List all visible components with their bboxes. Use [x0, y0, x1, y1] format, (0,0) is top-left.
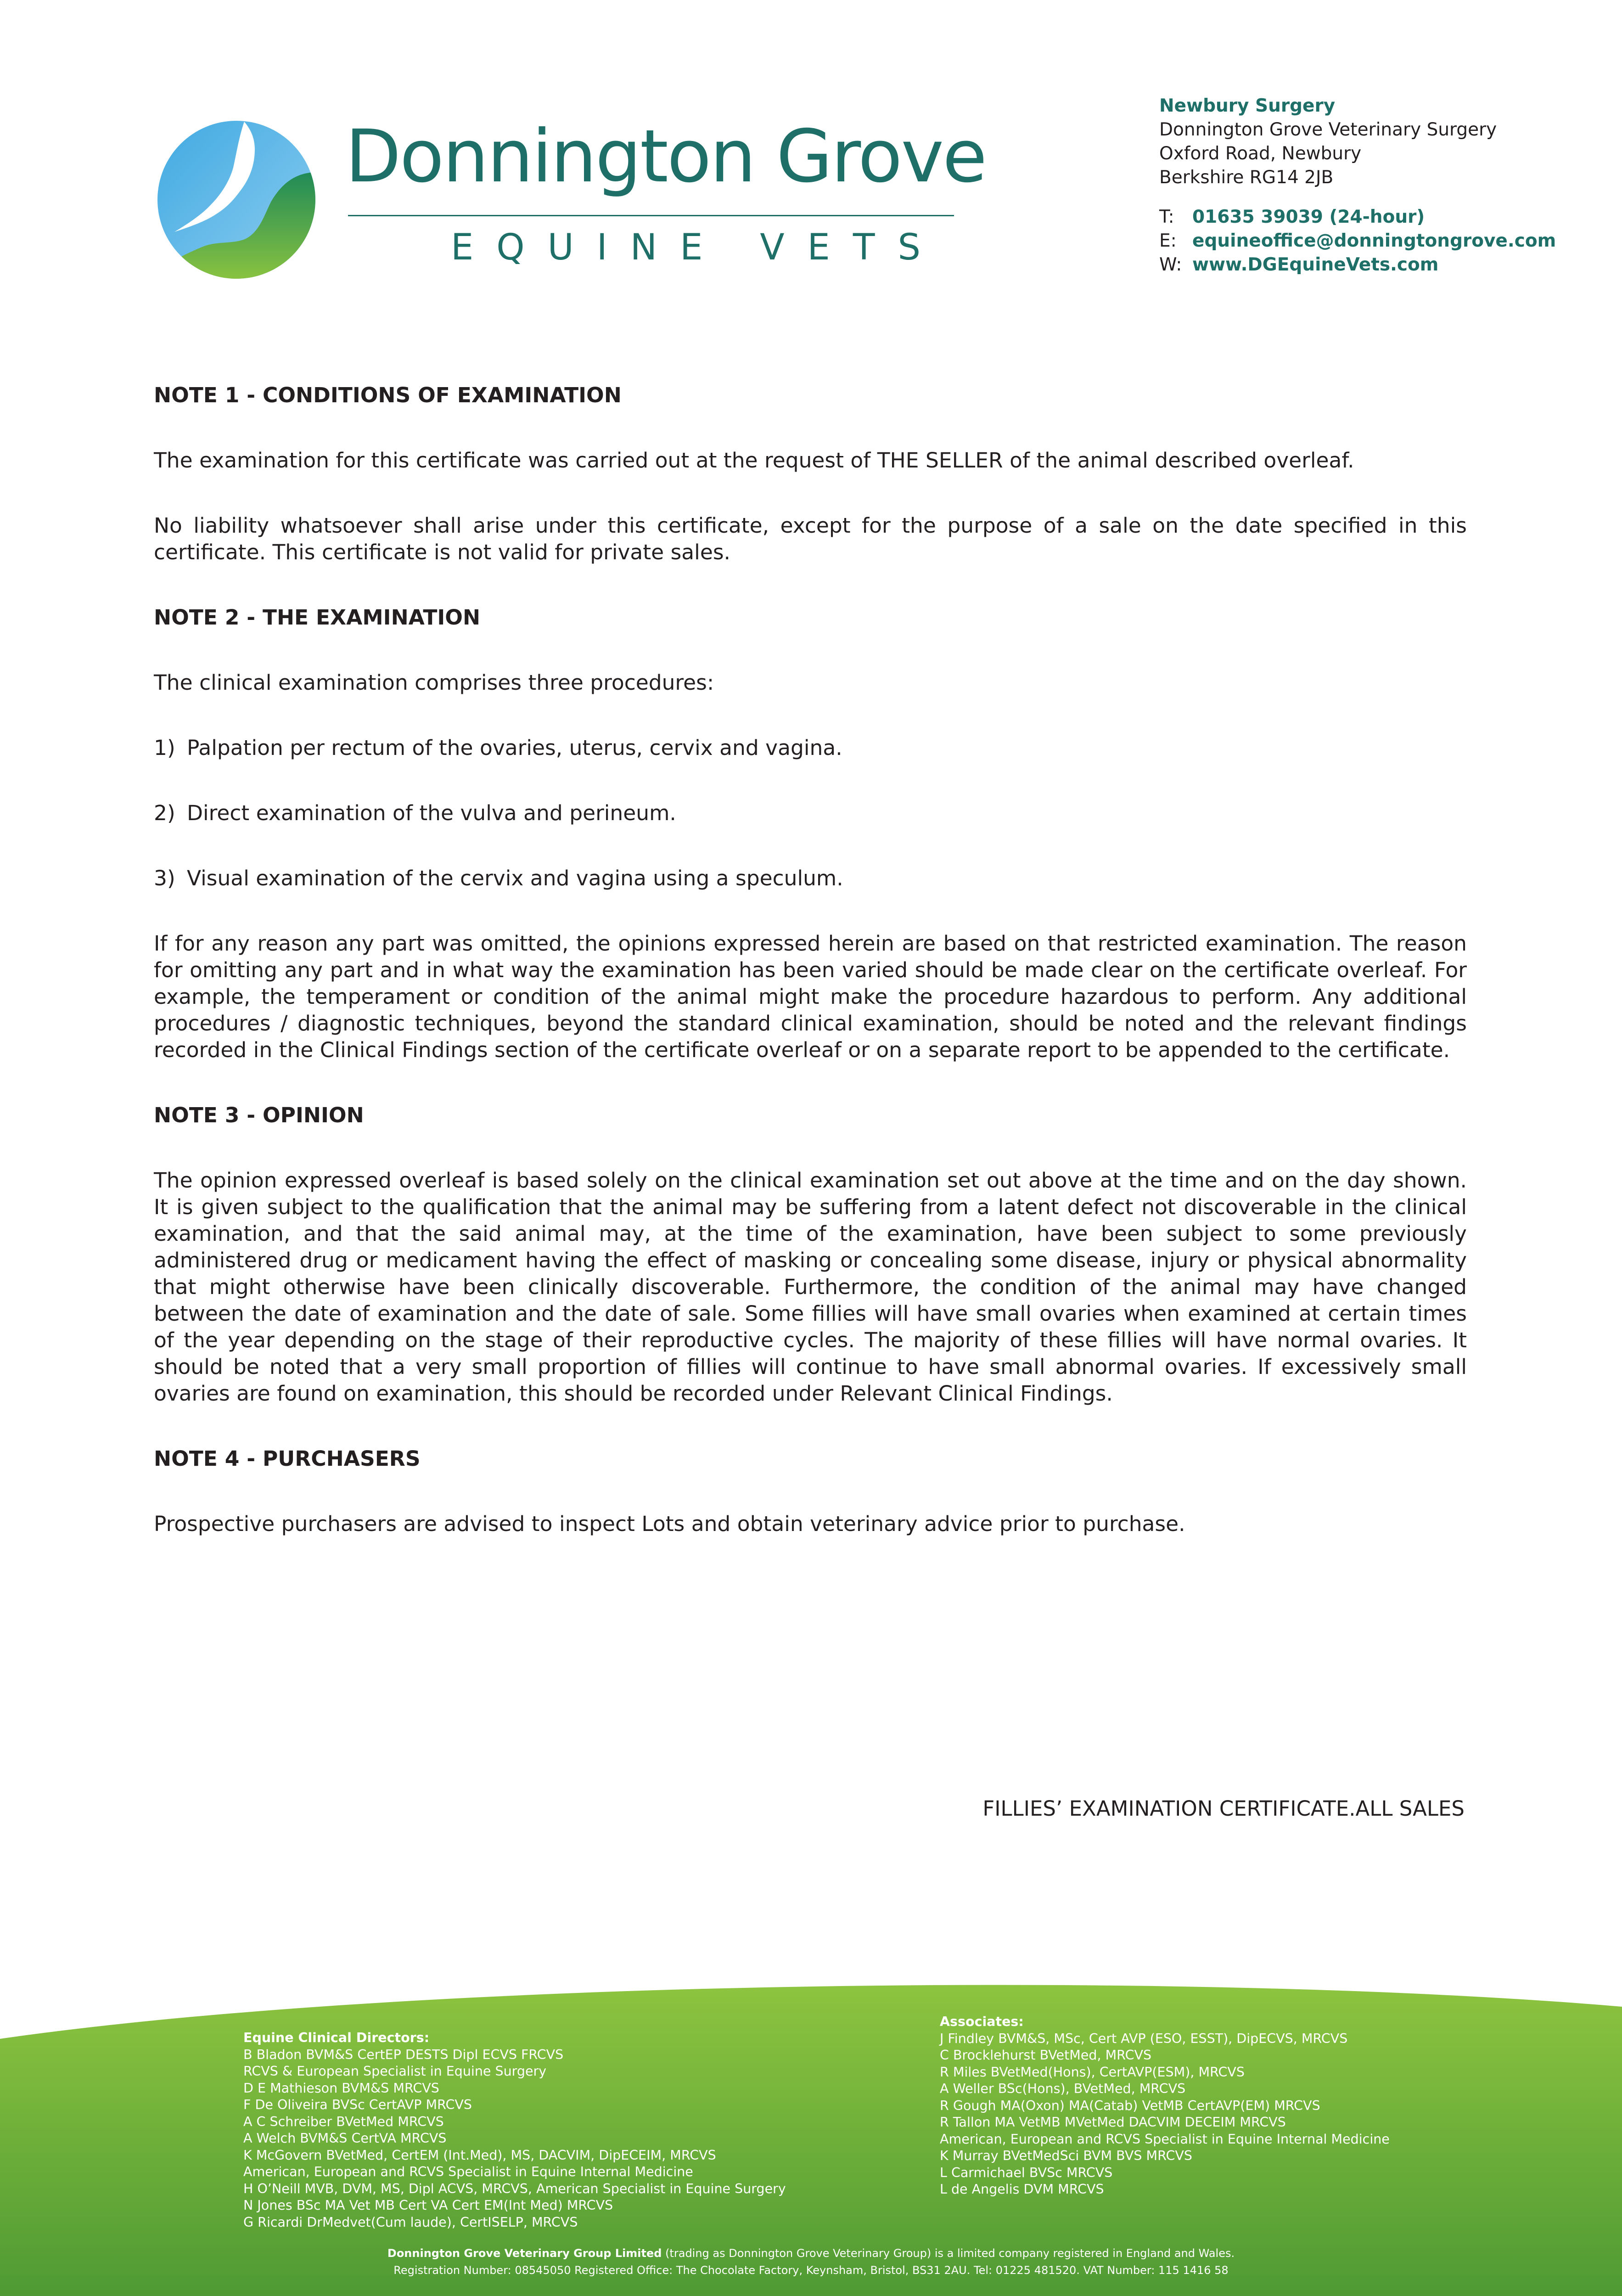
- associate-entry: J Findley BVM&S, MSc, Cert AVP (ESO, ESST), DipECVS, MRCVS: [940, 2031, 1348, 2046]
- phone-row: [1159, 205, 1556, 229]
- phone-label: T:: [1159, 207, 1174, 227]
- associates-list: [940, 2014, 1390, 2198]
- legal-company-name: Donnington Grove Veterinary Group Limited: [387, 2247, 662, 2260]
- brand-name: Donnington Grove: [345, 114, 986, 199]
- procedure-item: [154, 735, 1467, 761]
- associate-entry: R Gough MA(Oxon) MA(Catab) VetMB CertAVP(EM) MRCVS: [940, 2098, 1320, 2113]
- certificate-notes: [154, 382, 1467, 1576]
- associate-entry: L Carmichael BVSc MRCVS: [940, 2165, 1113, 2180]
- web-row: [1159, 253, 1556, 277]
- note1-paragraph: No liability whatsoever shall arise under this certificate, except for the purpose of a sale on the date specified in this certificate. This certificate is not valid for private sales.: [154, 513, 1467, 564]
- director-entry: American, European and RCVS Specialist in Equine Internal Medicine: [243, 2164, 693, 2179]
- note1-paragraph: The examination for this certificate was carried out at the request of THE SELLER of the animal described overleaf.: [154, 448, 1354, 473]
- director-entry: N Jones BSc MA Vet MB Cert VA Cert EM(Int Med) MRCVS: [243, 2198, 613, 2213]
- note4-paragraph: Prospective purchasers are advised to inspect Lots and obtain veterinary advice prior to purchase.: [154, 1512, 1185, 1536]
- certificate-name: FILLIES’ EXAMINATION CERTIFICATE.ALL SALES: [982, 1796, 1465, 1821]
- directors-title: Equine Clinical Directors:: [243, 2030, 430, 2045]
- director-entry: B Bladon BVM&S CertEP DESTS Dipl ECVS FRCVS: [243, 2047, 564, 2062]
- director-entry: F De Oliveira BVSc CertAVP MRCVS: [243, 2097, 472, 2112]
- associate-entry: R Miles BVetMed(Hons), CertAVP(ESM), MRCVS: [940, 2064, 1245, 2080]
- procedure-item: [154, 800, 1467, 827]
- web-label: W:: [1159, 254, 1182, 275]
- legal-line-registration: Registration Number: 08545050 Registered Office: The Chocolate Factory, Keynsham, Bristol, BS31 2AU. Tel: 01225 481520. VAT Number: 115 1416 58: [393, 2264, 1229, 2277]
- procedure-number: 1): [154, 736, 175, 760]
- director-entry: A C Schreiber BVetMed MRCVS: [243, 2114, 444, 2129]
- address-line: Oxford Road, Newbury: [1159, 143, 1362, 164]
- note4-heading: NOTE 4 - PURCHASERS: [154, 1446, 421, 1471]
- email-label: E:: [1159, 231, 1177, 251]
- surgery-name: Newbury Surgery: [1159, 96, 1336, 116]
- associate-entry: K Murray BVetMedSci BVM BVS MRCVS: [940, 2148, 1192, 2163]
- procedure-text: Palpation per rectum of the ovaries, uterus, cervix and vagina.: [187, 736, 842, 760]
- associate-entry: C Brocklehurst BVetMed, MRCVS: [940, 2048, 1152, 2063]
- brand-divider: [348, 215, 954, 216]
- note3-paragraph: The opinion expressed overleaf is based solely on the clinical examination set out above at the time and on the day shown. It is given subject to the qualification that the animal may be suffering from a latent defect not discoverable in the clinical examination, and that the said animal may, at the time of the examination, have been subject to some previously administered drug or medicament having the effect of masking or concealing some disease, injury or physical abnormality that might otherwise have been clinically discoverable. Furthermore, the condition of the animal may have changed between the date of examination and the date of sale. Some fillies will have small ovaries when examined at certain times of the year depending on the stage of their reproductive cycles. The majority of these fillies will have normal ovaries. It should be noted that a very small proportion of fillies will continue to have small abnormal ovaries. If excessively small ovaries are found on examination, this should be recorded under Relevant Clinical Findings.: [154, 1168, 1467, 1406]
- procedure-text: Visual examination of the cervix and vagina using a speculum.: [187, 866, 843, 890]
- note1-heading: NOTE 1 - CONDITIONS OF EXAMINATION: [154, 383, 622, 407]
- legal-line-company: [0, 2247, 1622, 2260]
- brand-tagline: EQUINE VETS: [451, 227, 943, 268]
- email-address: equineoffice@donningtongrove.com: [1192, 231, 1556, 251]
- associate-entry: American, European and RCVS Specialist in Equine Internal Medicine: [940, 2131, 1390, 2147]
- director-entry: RCVS & European Specialist in Equine Surgery: [243, 2064, 547, 2079]
- note2-paragraph: If for any reason any part was omitted, the opinions expressed herein are based on that restricted examination. The reason for omitting any part and in what way the examination has been varied should be made clear on the certificate overleaf. For example, the temperament or condition of the animal might make the procedure hazardous to perform. Any additional procedures / diagnostic techniques, beyond the standard clinical examination, should be noted and the relevant findings recorded in the Clinical Findings section of the certificate overleaf or on a separate report to be appended to the certificate.: [154, 931, 1467, 1062]
- director-entry: A Welch BVM&S CertVA MRCVS: [243, 2131, 447, 2146]
- phone-number: 01635 39039 (24-hour): [1192, 207, 1425, 227]
- email-row: [1159, 229, 1556, 253]
- website: www.DGEquineVets.com: [1192, 254, 1439, 275]
- procedure-number: 2): [154, 801, 175, 825]
- contact-block: [1159, 94, 1556, 277]
- associate-entry: R Tallon MA VetMB MVetMed DACVIM DECEIM MRCVS: [940, 2115, 1286, 2130]
- director-entry: D E Mathieson BVM&S MRCVS: [243, 2080, 439, 2096]
- address-line: Berkshire RG14 2JB: [1159, 167, 1334, 188]
- associate-entry: A Weller BSc(Hons), BVetMed, MRCVS: [940, 2081, 1186, 2096]
- note2-heading: NOTE 2 - THE EXAMINATION: [154, 605, 481, 630]
- note2-intro: The clinical examination comprises three procedures:: [154, 670, 714, 695]
- procedure-item: [154, 865, 1467, 892]
- legal-company-text: (trading as Donnington Grove Veterinary Group) is a limited company registered in England and Wales.: [662, 2247, 1235, 2260]
- procedure-number: 3): [154, 866, 175, 890]
- associates-title: Associates:: [940, 2014, 1024, 2029]
- director-entry: G Ricardi DrMedvet(Cum laude), CertISELP, MRCVS: [243, 2214, 578, 2230]
- procedure-text: Direct examination of the vulva and perineum.: [187, 801, 676, 825]
- note3-heading: NOTE 3 - OPINION: [154, 1103, 364, 1127]
- logo-mark: [156, 117, 317, 280]
- director-entry: H O’Neill MVB, DVM, MS, Dipl ACVS, MRCVS, American Specialist in Equine Surgery: [243, 2181, 786, 2196]
- directors-list: [243, 2030, 786, 2231]
- director-entry: K McGovern BVetMed, CertEM (Int.Med), MS, DACVIM, DipECEIM, MRCVS: [243, 2147, 716, 2163]
- address-line: Donnington Grove Veterinary Surgery: [1159, 119, 1497, 140]
- associate-entry: L de Angelis DVM MRCVS: [940, 2182, 1104, 2197]
